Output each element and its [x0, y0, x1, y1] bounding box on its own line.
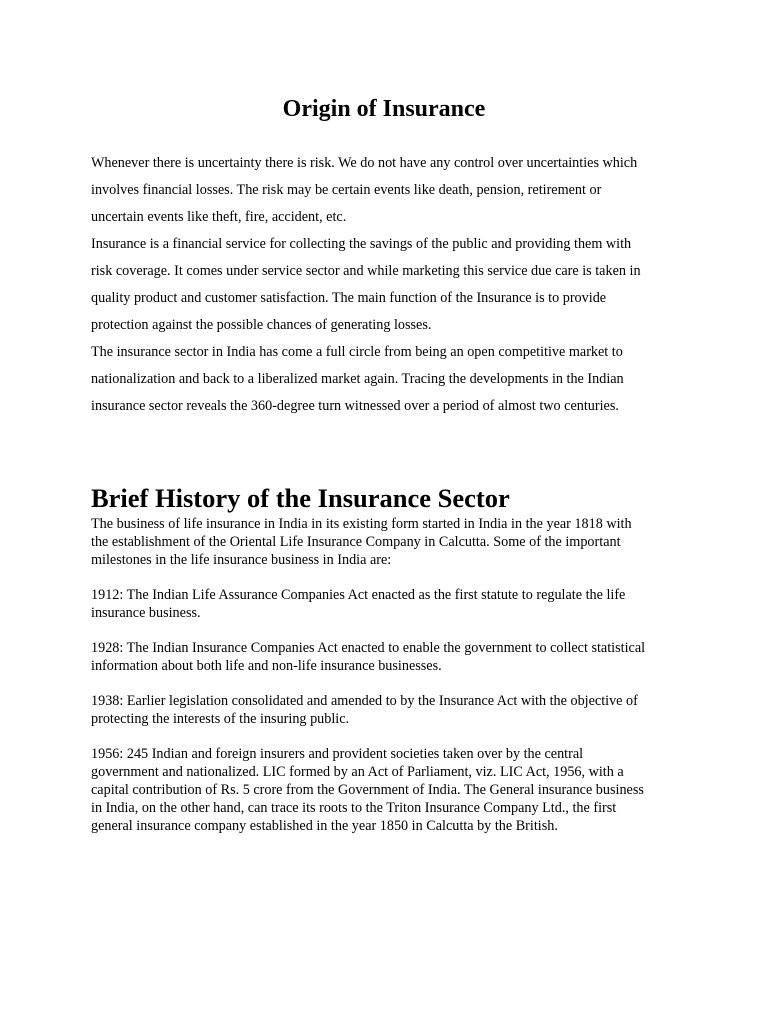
intro-section	[91, 150, 651, 420]
milestone-1912: 1912: The Indian Life Assurance Companies Act enacted as the first statute to regulate the life insurance business.	[91, 587, 626, 621]
milestone-1938: 1938: Earlier legislation consolidated and amended to by the Insurance Act with the objective of protecting the interests of the insuring public.	[91, 693, 638, 727]
history-section	[91, 515, 651, 852]
intro-paragraph-2: Insurance is a financial service for collecting the savings of the public and providing them with risk coverage. It comes under service sector and while marketing this service due care is taken in quality product and customer satisfaction. The main function of the Insurance is to provide protection against the possible chances of generating losses.	[91, 236, 641, 333]
history-heading: Brief History of the Insurance Sector	[91, 483, 510, 513]
history-intro-paragraph: The business of life insurance in India in its existing form started in India in the year 1818 with the establishment of the Oriental Life Insurance Company in Calcutta. Some of the important milestones in the life insurance business in India are:	[91, 516, 632, 568]
milestone-1956: 1956: 245 Indian and foreign insurers and provident societies taken over by the central government and nationalized. LIC formed by an Act of Parliament, viz. LIC Act, 1956, with a capital contribution of Rs. 5 crore from the Government of India. The General insurance business in India, on the other hand, can trace its roots to the Triton Insurance Company Ltd., the first general insurance company established in the year 1850 in Calcutta by the British.	[91, 746, 644, 834]
intro-paragraph-1: Whenever there is uncertainty there is risk. We do not have any control over uncertainties which involves financial losses. The risk may be certain events like death, pension, retirement or uncertain events like theft, fire, accident, etc.	[91, 155, 638, 225]
milestone-1928: 1928: The Indian Insurance Companies Act enacted to enable the government to collect statistical information about both life and non-life insurance businesses.	[91, 640, 646, 674]
intro-paragraph-3: The insurance sector in India has come a full circle from being an open competitive market to nationalization and back to a liberalized market again. Tracing the developments in the Indian insurance sector reveals the 360-degree turn witnessed over a period of almost two centuries.	[91, 344, 624, 414]
page-title: Origin of Insurance	[282, 96, 486, 122]
